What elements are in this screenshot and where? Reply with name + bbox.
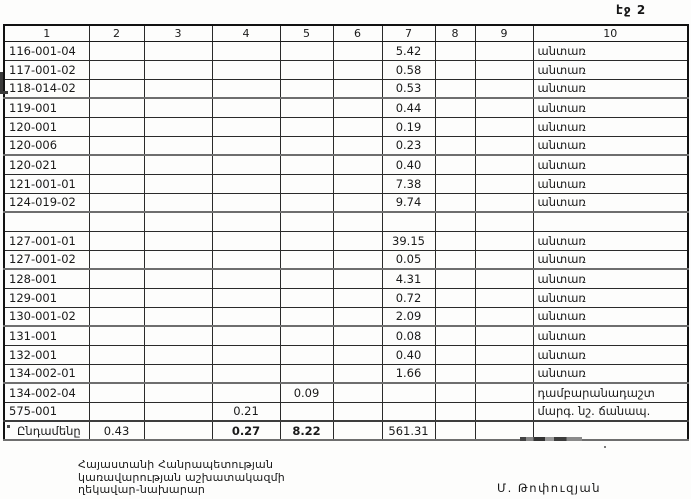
table-row: [4, 193, 688, 212]
value-cell: [475, 60, 533, 79]
value-cell: 0.40: [382, 345, 435, 364]
value-cell: [475, 269, 533, 288]
value-cell: [212, 193, 280, 212]
value-cell: [333, 212, 382, 231]
land-use-cell: անտառ: [533, 288, 688, 307]
value-cell: [89, 383, 144, 402]
value-cell: [144, 117, 212, 136]
value-cell: 5.42: [382, 41, 435, 60]
value-cell: [333, 98, 382, 117]
table-row: [4, 288, 688, 307]
issuer-block: [78, 459, 285, 497]
value-cell: [475, 136, 533, 155]
value-cell: [382, 383, 435, 402]
value-cell: [435, 231, 475, 250]
value-cell: [475, 117, 533, 136]
land-use-cell: անտառ: [533, 117, 688, 136]
value-cell: [333, 269, 382, 288]
value-cell: [89, 174, 144, 193]
value-cell: [280, 136, 333, 155]
issuer-line-3: ղեկավար-նախարար: [78, 483, 206, 497]
value-cell: [280, 231, 333, 250]
value-cell: [144, 269, 212, 288]
value-cell: [212, 326, 280, 345]
value-cell: [435, 421, 475, 440]
table-row: [4, 98, 688, 117]
table-row: [4, 60, 688, 79]
land-use-cell: անտառ: [533, 250, 688, 269]
land-use-cell: [533, 212, 688, 231]
value-cell: [333, 193, 382, 212]
page-number: էջ 2: [616, 3, 647, 17]
land-use-cell: անտառ: [533, 98, 688, 117]
value-cell: [89, 41, 144, 60]
value-cell: [333, 60, 382, 79]
value-cell: [89, 136, 144, 155]
parcel-code-cell: 128-001: [4, 269, 89, 288]
table-row: [4, 364, 688, 383]
value-cell: [435, 98, 475, 117]
table-row: [4, 231, 688, 250]
value-cell: [475, 41, 533, 60]
value-cell: [89, 117, 144, 136]
value-cell: [475, 307, 533, 326]
value-cell: [280, 364, 333, 383]
value-cell: 1.66: [382, 364, 435, 383]
parcel-code-cell: 116-001-04: [4, 41, 89, 60]
value-cell: [89, 98, 144, 117]
value-cell: [280, 326, 333, 345]
value-cell: [475, 98, 533, 117]
value-cell: [89, 345, 144, 364]
value-cell: [144, 193, 212, 212]
value-cell: [435, 212, 475, 231]
value-cell: [475, 231, 533, 250]
total-row: [4, 421, 688, 440]
value-cell: [212, 364, 280, 383]
value-cell: [435, 269, 475, 288]
value-cell: 0.23: [382, 136, 435, 155]
value-cell: [144, 402, 212, 421]
column-header: 2: [89, 25, 144, 41]
value-cell: 2.09: [382, 307, 435, 326]
parcel-code-cell: Ընդամենը: [4, 421, 89, 440]
value-cell: [89, 60, 144, 79]
value-cell: [435, 402, 475, 421]
value-cell: [89, 193, 144, 212]
land-parcel-table: [3, 24, 689, 441]
parcel-code-cell: 118-014-02: [4, 79, 89, 98]
land-use-cell: անտառ: [533, 231, 688, 250]
table-row: [4, 345, 688, 364]
value-cell: [212, 60, 280, 79]
value-cell: [280, 60, 333, 79]
value-cell: 8.22: [280, 421, 333, 440]
value-cell: [280, 307, 333, 326]
value-cell: [144, 41, 212, 60]
table-row: [4, 402, 688, 421]
value-cell: [89, 402, 144, 421]
value-cell: [144, 136, 212, 155]
value-cell: [435, 117, 475, 136]
parcel-code-cell: 121-001-01: [4, 174, 89, 193]
value-cell: 0.05: [382, 250, 435, 269]
value-cell: 39.15: [382, 231, 435, 250]
parcel-code-cell: 124-019-02: [4, 193, 89, 212]
parcel-code-cell: 120-006: [4, 136, 89, 155]
land-use-cell: անտառ: [533, 193, 688, 212]
value-cell: [435, 364, 475, 383]
value-cell: [475, 288, 533, 307]
value-cell: [435, 193, 475, 212]
value-cell: [89, 231, 144, 250]
value-cell: [212, 155, 280, 174]
table-row: [4, 117, 688, 136]
value-cell: [89, 155, 144, 174]
issuer-line-1: Հայաստանի Հանրապետության: [78, 458, 274, 471]
value-cell: [212, 98, 280, 117]
value-cell: [280, 402, 333, 421]
table-header: [4, 25, 688, 41]
value-cell: [144, 326, 212, 345]
parcel-code-cell: 129-001: [4, 288, 89, 307]
value-cell: [333, 136, 382, 155]
value-cell: 0.08: [382, 326, 435, 345]
land-use-cell: մարգ. նշ. ճանապ.: [533, 402, 688, 421]
value-cell: [212, 231, 280, 250]
table-body: [4, 41, 688, 440]
value-cell: [435, 383, 475, 402]
value-cell: [280, 250, 333, 269]
parcel-code-cell: 131-001: [4, 326, 89, 345]
value-cell: [435, 345, 475, 364]
table-row: [4, 41, 688, 60]
value-cell: [212, 307, 280, 326]
parcel-code-cell: 120-021: [4, 155, 89, 174]
value-cell: 0.44: [382, 98, 435, 117]
value-cell: 4.31: [382, 269, 435, 288]
value-cell: [144, 383, 212, 402]
value-cell: 561.31: [382, 421, 435, 440]
value-cell: [333, 402, 382, 421]
parcel-code-cell: 130-001-02: [4, 307, 89, 326]
value-cell: [89, 269, 144, 288]
table-row: [4, 212, 688, 231]
value-cell: [475, 326, 533, 345]
table-row: [4, 383, 688, 402]
land-use-cell: անտառ: [533, 364, 688, 383]
parcel-code-cell: 119-001: [4, 98, 89, 117]
value-cell: [333, 155, 382, 174]
value-cell: [212, 41, 280, 60]
value-cell: [435, 288, 475, 307]
value-cell: [435, 307, 475, 326]
value-cell: [144, 250, 212, 269]
value-cell: [475, 193, 533, 212]
value-cell: 0.40: [382, 155, 435, 174]
value-cell: [144, 307, 212, 326]
value-cell: 0.21: [212, 402, 280, 421]
value-cell: [333, 383, 382, 402]
value-cell: [212, 117, 280, 136]
value-cell: [280, 193, 333, 212]
value-cell: [435, 136, 475, 155]
value-cell: [89, 212, 144, 231]
value-cell: [333, 117, 382, 136]
value-cell: [435, 250, 475, 269]
land-use-cell: անտառ: [533, 41, 688, 60]
value-cell: [144, 345, 212, 364]
column-header: 1: [4, 25, 89, 41]
parcel-code-cell: 134-002-01: [4, 364, 89, 383]
value-cell: [280, 288, 333, 307]
value-cell: [89, 326, 144, 345]
value-cell: [382, 212, 435, 231]
value-cell: [333, 79, 382, 98]
value-cell: [212, 345, 280, 364]
scan-artifact: [0, 72, 8, 94]
parcel-code-cell: 575-001: [4, 402, 89, 421]
value-cell: [212, 174, 280, 193]
value-cell: [475, 402, 533, 421]
header-row: [4, 25, 688, 41]
value-cell: 0.43: [89, 421, 144, 440]
table-row: [4, 79, 688, 98]
value-cell: [144, 364, 212, 383]
parcel-code-cell: 127-001-02: [4, 250, 89, 269]
issuer-line-2: կառավարության աշխատակազմի: [78, 470, 285, 484]
land-use-cell: անտառ: [533, 269, 688, 288]
value-cell: [280, 174, 333, 193]
value-cell: 0.72: [382, 288, 435, 307]
table-row: [4, 326, 688, 345]
scan-artifact: [7, 425, 10, 428]
parcel-code-cell: [4, 212, 89, 231]
value-cell: [475, 250, 533, 269]
land-use-cell: անտառ: [533, 345, 688, 364]
parcel-code-cell: 134-002-04: [4, 383, 89, 402]
column-header: 10: [533, 25, 688, 41]
value-cell: [212, 212, 280, 231]
value-cell: [280, 269, 333, 288]
value-cell: [280, 345, 333, 364]
land-use-cell: անտառ: [533, 326, 688, 345]
value-cell: [435, 79, 475, 98]
value-cell: [475, 212, 533, 231]
value-cell: [212, 136, 280, 155]
table-row: [4, 250, 688, 269]
table-row: [4, 136, 688, 155]
land-use-cell: անտառ: [533, 174, 688, 193]
value-cell: [144, 155, 212, 174]
value-cell: [280, 41, 333, 60]
land-use-cell: անտառ: [533, 136, 688, 155]
value-cell: [144, 231, 212, 250]
value-cell: [89, 288, 144, 307]
value-cell: [144, 212, 212, 231]
value-cell: [435, 174, 475, 193]
value-cell: 9.74: [382, 193, 435, 212]
value-cell: [435, 41, 475, 60]
value-cell: [333, 345, 382, 364]
parcel-code-cell: 132-001: [4, 345, 89, 364]
column-header: 8: [435, 25, 475, 41]
signatory-name: Մ. Թոփուզյան: [497, 481, 601, 495]
value-cell: [333, 326, 382, 345]
value-cell: [333, 307, 382, 326]
value-cell: 0.53: [382, 79, 435, 98]
table-row: [4, 155, 688, 174]
value-cell: [333, 364, 382, 383]
value-cell: [475, 383, 533, 402]
value-cell: [280, 79, 333, 98]
value-cell: [144, 421, 212, 440]
value-cell: [89, 364, 144, 383]
land-use-cell: անտառ: [533, 60, 688, 79]
value-cell: [333, 231, 382, 250]
value-cell: [435, 326, 475, 345]
value-cell: [435, 60, 475, 79]
value-cell: [89, 250, 144, 269]
value-cell: [144, 79, 212, 98]
value-cell: [475, 174, 533, 193]
value-cell: [333, 41, 382, 60]
land-use-cell: անտառ: [533, 307, 688, 326]
column-header: 9: [475, 25, 533, 41]
value-cell: [144, 60, 212, 79]
column-header: 7: [382, 25, 435, 41]
parcel-code-cell: 117-001-02: [4, 60, 89, 79]
value-cell: [333, 250, 382, 269]
value-cell: [212, 288, 280, 307]
value-cell: [212, 250, 280, 269]
value-cell: [333, 174, 382, 193]
value-cell: [280, 212, 333, 231]
land-use-cell: անտառ: [533, 155, 688, 174]
value-cell: [475, 79, 533, 98]
value-cell: [435, 155, 475, 174]
value-cell: 0.19: [382, 117, 435, 136]
value-cell: [212, 269, 280, 288]
value-cell: [144, 98, 212, 117]
parcel-code-cell: 120-001: [4, 117, 89, 136]
parcel-code-cell: 127-001-01: [4, 231, 89, 250]
column-header: 4: [212, 25, 280, 41]
table-row: [4, 174, 688, 193]
value-cell: [333, 288, 382, 307]
land-use-cell: դամբարանադաշտ: [533, 383, 688, 402]
value-cell: [89, 79, 144, 98]
value-cell: [144, 174, 212, 193]
column-header: 5: [280, 25, 333, 41]
value-cell: [212, 79, 280, 98]
value-cell: [280, 117, 333, 136]
value-cell: [475, 364, 533, 383]
value-cell: 0.09: [280, 383, 333, 402]
value-cell: [212, 383, 280, 402]
scan-artifact: [520, 437, 582, 441]
value-cell: [280, 98, 333, 117]
value-cell: 7.38: [382, 174, 435, 193]
scan-artifact: [604, 446, 606, 448]
value-cell: [144, 288, 212, 307]
column-header: 3: [144, 25, 212, 41]
value-cell: [475, 345, 533, 364]
table-row: [4, 307, 688, 326]
value-cell: [333, 421, 382, 440]
land-use-cell: անտառ: [533, 79, 688, 98]
value-cell: [280, 155, 333, 174]
value-cell: [475, 155, 533, 174]
column-header: 6: [333, 25, 382, 41]
value-cell: 0.27: [212, 421, 280, 440]
value-cell: [89, 307, 144, 326]
table-row: [4, 269, 688, 288]
value-cell: [382, 402, 435, 421]
value-cell: 0.58: [382, 60, 435, 79]
